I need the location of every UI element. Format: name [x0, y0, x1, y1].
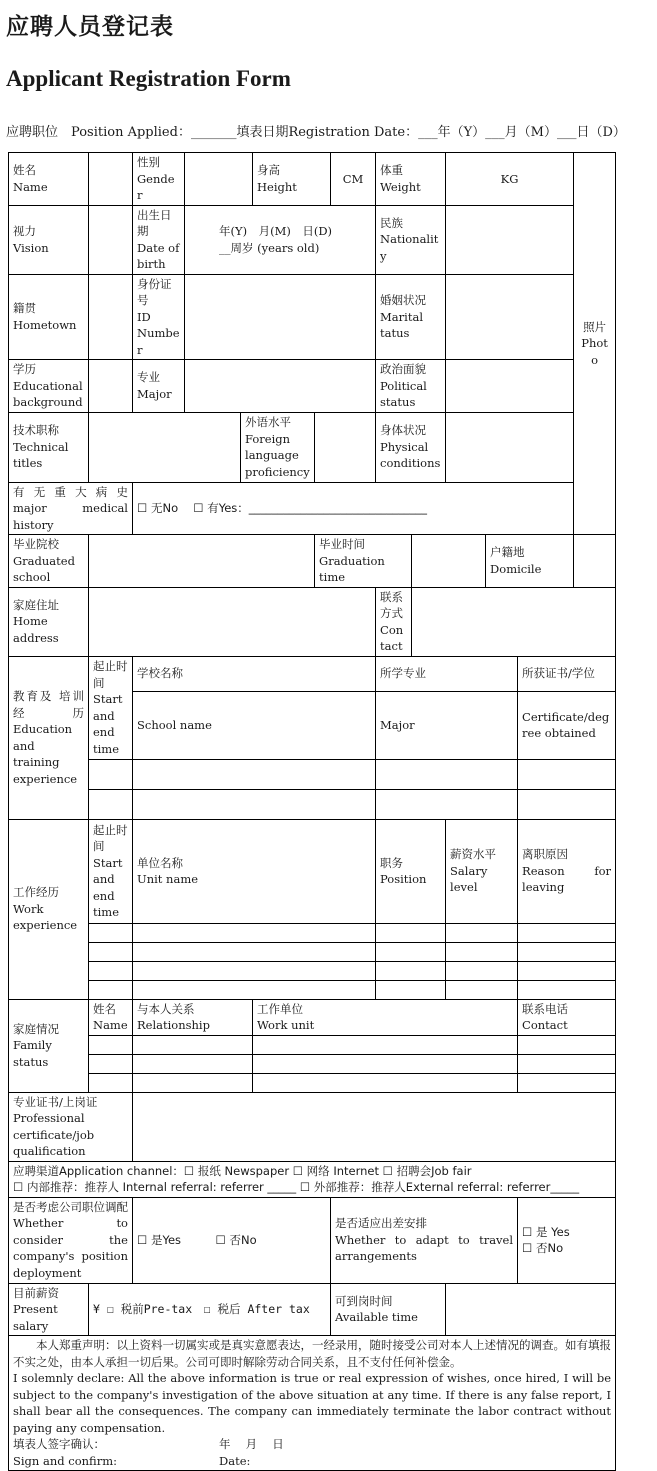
family-phone-cell[interactable] [518, 1054, 616, 1073]
edu-major-cell[interactable] [376, 759, 518, 789]
available-time-label: 可到岗时间 Available time [331, 1283, 446, 1336]
work-unit-cell[interactable] [133, 942, 376, 961]
travel-options[interactable]: ☐ 是 Yes ☐ 否No [518, 1197, 616, 1283]
family-phone-cell[interactable] [518, 1073, 616, 1092]
work-reason-cell[interactable] [518, 942, 616, 961]
major-label: 专业 Major [133, 360, 185, 413]
edu-time-cell[interactable] [89, 789, 133, 819]
education-section-label: 教育及 培训经历 Education and training experience [9, 656, 89, 819]
dob-field[interactable]: 年(Y) 月(M) 日(D) __周岁 (years old) [185, 205, 376, 274]
school-field[interactable] [89, 535, 315, 588]
graduation-time-label: 毕业时间 Graduation time [315, 535, 412, 588]
work-unit-header: 单位名称 Unit name [133, 819, 376, 923]
tech-title-field[interactable] [89, 412, 241, 482]
family-unit-cell[interactable] [253, 1073, 518, 1092]
family-unit-cell[interactable] [253, 1054, 518, 1073]
registration-table [8, 152, 616, 1471]
work-position-cell[interactable] [376, 923, 446, 942]
vision-field[interactable] [89, 205, 133, 274]
school-label: 毕业院校 Graduated school [9, 535, 89, 588]
family-section-label: 家庭情况 Family status [9, 999, 89, 1092]
major-field[interactable] [185, 360, 376, 413]
work-time-cell[interactable] [89, 980, 133, 999]
work-reason-cell[interactable] [518, 961, 616, 980]
declaration-en: I solemnly declare: All the above information is true or real expression of wishes, once hired, I will be subject to the company's investigation of the above situation at any time. If there is any false report, I shall bear all the consequences. The company can immediately terminate the labor contract without paying any compensation. [13, 1371, 612, 1435]
work-position-header: 职务 Position [376, 819, 446, 923]
form-title-cn: 应聘人员登记表 [6, 13, 174, 40]
travel-label: 是否适应出差安排 Whether to adapt to travel arrangements [331, 1197, 518, 1283]
work-time-header: 起止时间 Start and end time [89, 819, 133, 923]
education-label: 学历 Educational background [9, 360, 89, 413]
weight-field[interactable]: KG [446, 153, 574, 206]
work-salary-header: 薪资水平 Salary level [446, 819, 518, 923]
work-salary-cell[interactable] [446, 942, 518, 961]
form-title-en: Applicant Registration Form [6, 66, 291, 91]
tech-title-label: 技术职称 Technical titles [9, 412, 89, 482]
salary-options[interactable]: ¥ ☐ 税前Pre-tax ☐ 税后 After tax [89, 1283, 331, 1336]
physical-label: 身体状况 Physical conditions [376, 412, 446, 482]
work-unit-cell[interactable] [133, 923, 376, 942]
name-label: 姓名 Name [9, 153, 89, 206]
address-field[interactable] [89, 587, 376, 656]
position-date-line: 应聘职位 Position Applied：_______填表日期Registration Date：___年（Y）___月（M）___日（D） [6, 125, 626, 140]
family-name-cell[interactable] [89, 1054, 133, 1073]
address-label: 家庭住址 Home address [9, 587, 89, 656]
work-position-cell[interactable] [376, 961, 446, 980]
work-reason-cell[interactable] [518, 923, 616, 942]
declaration-cn: 本人郑重声明：以上资料一切属实或是真实意愿表达，一经录用，随时接受公司对本人上述情况的调查。如有填报不实之处，由本人承担一切后果。公司可即时解除劳动合同关系，且不支付任何补偿金。 [13, 1338, 612, 1369]
hometown-field[interactable] [89, 274, 133, 360]
certificate-field[interactable] [133, 1092, 616, 1161]
language-label: 外语水平 Foreign language proficiency [241, 412, 315, 482]
deployment-options[interactable]: ☐ 是Yes ☐ 否No [133, 1197, 331, 1283]
height-field[interactable]: CM [331, 153, 376, 206]
edu-major-header-cn: 所学专业 [376, 656, 518, 691]
family-relation-cell[interactable] [133, 1035, 253, 1054]
family-name-header: 姓名 Name [89, 999, 133, 1035]
nationality-field[interactable] [446, 205, 574, 274]
salary-label: 目前薪资 Present salary [9, 1283, 89, 1336]
family-relation-cell[interactable] [133, 1073, 253, 1092]
work-unit-cell[interactable] [133, 961, 376, 980]
physical-field[interactable] [446, 412, 574, 482]
political-label: 政治面貌 Political status [376, 360, 446, 413]
dob-label: 出生日期 Date of birth [133, 205, 185, 274]
work-unit-cell[interactable] [133, 980, 376, 999]
edu-cert-header-en: Certificate/degree obtained [518, 691, 616, 759]
family-name-cell[interactable] [89, 1073, 133, 1092]
language-field[interactable] [315, 412, 376, 482]
work-position-cell[interactable] [376, 942, 446, 961]
family-unit-header: 工作单位 Work unit [253, 999, 518, 1035]
hometown-label: 籍贯 Hometown [9, 274, 89, 360]
edu-school-cell[interactable] [133, 759, 376, 789]
work-time-cell[interactable] [89, 961, 133, 980]
edu-cert-cell[interactable] [518, 789, 616, 819]
vision-label: 视力 Vision [9, 205, 89, 274]
certificate-label: 专业证书/上岗证 Professional certificate/job qualification [9, 1092, 133, 1161]
gender-field[interactable] [185, 153, 253, 206]
education-field[interactable] [89, 360, 133, 413]
contact-label: 联系方式 Contact [376, 587, 412, 656]
family-phone-cell[interactable] [518, 1035, 616, 1054]
work-salary-cell[interactable] [446, 923, 518, 942]
photo-box[interactable]: 照片 Photo [574, 153, 616, 535]
work-reason-header: 离职原因 Reason for leaving [518, 819, 616, 923]
id-field[interactable] [185, 274, 376, 360]
nationality-label: 民族 Nationality [376, 205, 446, 274]
weight-label: 体重 Weight [376, 153, 446, 206]
marital-label: 婚姻状况 Marital tatus [376, 274, 446, 360]
edu-school-cell[interactable] [133, 789, 376, 819]
available-time-field[interactable] [446, 1283, 616, 1336]
work-position-cell[interactable] [376, 980, 446, 999]
graduation-time-field[interactable] [412, 535, 486, 588]
declaration [9, 1336, 616, 1471]
contact-field[interactable] [412, 587, 616, 656]
work-salary-cell[interactable] [446, 980, 518, 999]
edu-cert-header-cn: 所获证书/学位 [518, 656, 616, 691]
work-time-cell[interactable] [89, 923, 133, 942]
height-label: 身高 Height [253, 153, 331, 206]
family-relation-header: 与本人关系 Relationship [133, 999, 253, 1035]
edu-major-header-en: Major [376, 691, 518, 759]
edu-school-header-en: School name [133, 691, 376, 759]
work-section-label: 工作经历 Work experience [9, 819, 89, 999]
political-field[interactable] [446, 360, 574, 413]
name-field[interactable] [89, 153, 133, 206]
family-name-cell[interactable] [89, 1035, 133, 1054]
family-unit-cell[interactable] [253, 1035, 518, 1054]
gender-label: 性别 Gender [133, 153, 185, 206]
work-reason-cell[interactable] [518, 980, 616, 999]
marital-field[interactable] [446, 274, 574, 360]
edu-cert-cell[interactable] [518, 759, 616, 789]
application-channel[interactable]: 应聘渠道Application channel：☐ 报纸 Newspaper ☐ 网络 Internet ☐ 招聘会Job fair ☐ 内部推荐：推荐人 Internal referral: referrer _____ ☐ 外部推荐：推荐人External referral: referrer_____ [9, 1161, 616, 1197]
signature-line[interactable]: 填表人签字确认： Sign and confirm: 年 月 日 Date: [13, 1437, 284, 1468]
domicile-field[interactable] [574, 535, 616, 588]
work-time-cell[interactable] [89, 942, 133, 961]
illness-label: 有无重大病史 major medical history [9, 482, 133, 535]
domicile-label: 户籍地 Domicile [486, 535, 574, 588]
edu-time-header: 起止时间 Start and end time [89, 656, 133, 759]
family-phone-header: 联系电话 Contact [518, 999, 616, 1035]
edu-school-header-cn: 学校名称 [133, 656, 376, 691]
family-relation-cell[interactable] [133, 1054, 253, 1073]
id-label: 身份证号 ID Number [133, 274, 185, 360]
work-salary-cell[interactable] [446, 961, 518, 980]
illness-options[interactable]: ☐ 无No ☐ 有Yes：_______________________________ [133, 482, 574, 535]
edu-major-cell[interactable] [376, 789, 518, 819]
edu-time-cell[interactable] [89, 759, 133, 789]
deployment-label: 是否考虑公司职位调配 Whether to consider the company's position deployment [9, 1197, 133, 1283]
